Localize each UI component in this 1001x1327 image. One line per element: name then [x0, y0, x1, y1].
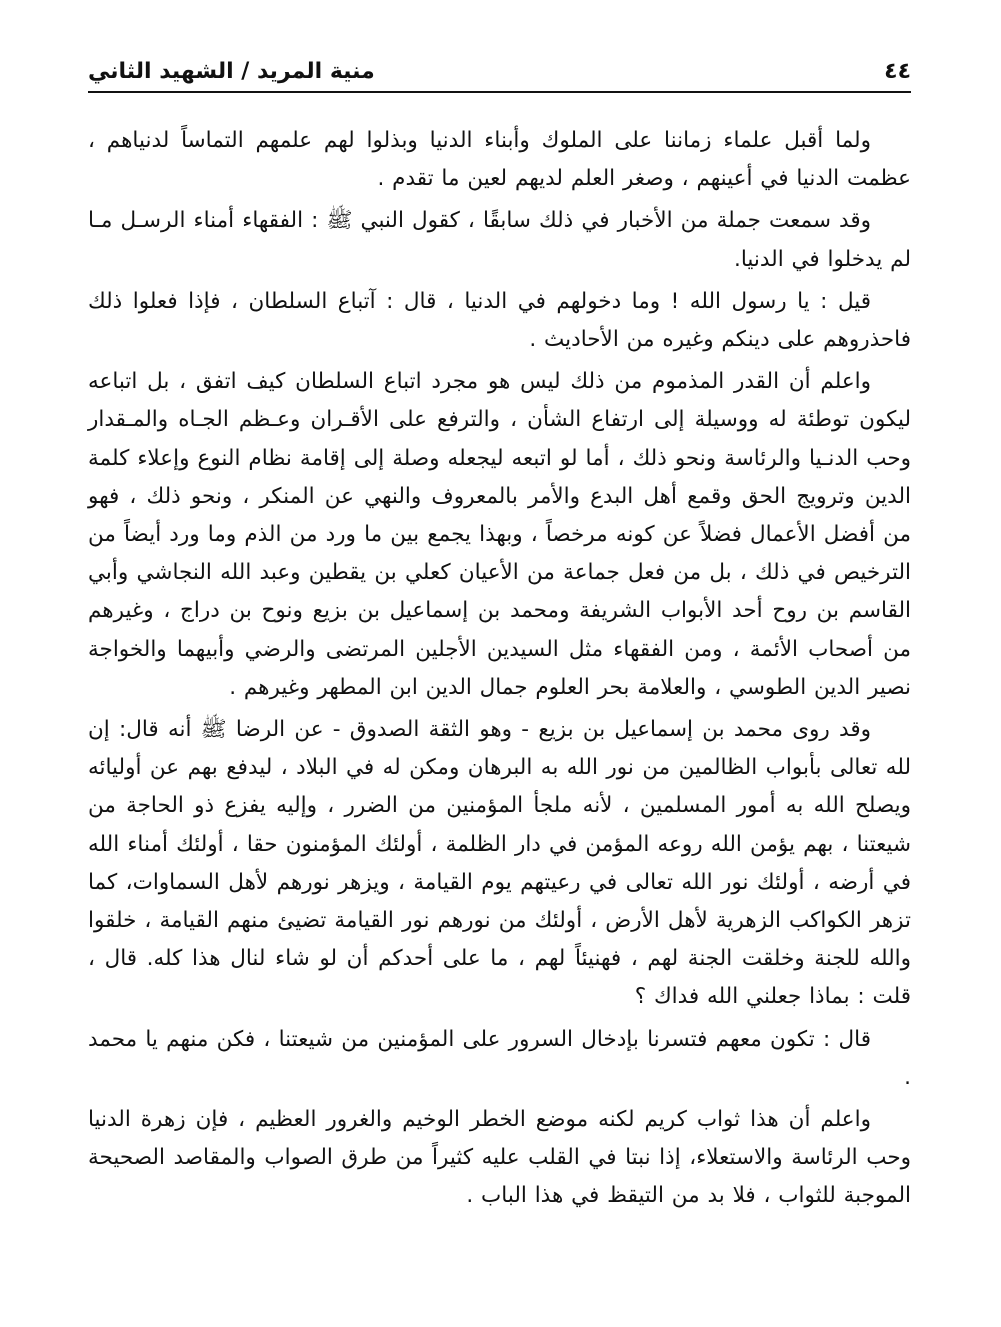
paragraph-4: واعلم أن القدر المذموم من ذلك ليس هو مجرد اتباع السلطان كيف اتفق ، بل اتباعه ليكون توطئة له ووسيلة إلى ارتفاع الشأن ، والترفع على الأقـران وعـظم الجـاه والمـقدار وحب الدنـيا والرئاسة ونحو ذلك ، أما لو اتبعه ليجعله وصلة إلى إقامة نظام النوع وإعلاء كلمة الدين وترويج الحق وقمع أهل البدع والأمر بالمعروف والنهي عن المنكر ، ونحو ذلك ، فهو من أفضل الأعمال فضلاً عن كونه مرخصاً ، وبهذا يجمع بين ما ورد من الذم وما ورد أيضاً من الترخيص في ذلك ، بل من فعل جماعة من الأعيان كعلي بن يقطين وعبد الله النجاشي وأبي القاسم بن روح أحد الأبواب الشريفة ومحمد بن إسماعيل بن بزيع ونوح بن دراج ، وغيرهم من أصحاب الأئمة ، ومن الفقهاء مثل السيدين الأجلين المرتضى والرضي وأبيهما والخواجة نصير الدين الطوسي ، والعلامة بحر العلوم جمال الدين ابن المطهر وغيرهم .: [88, 369, 911, 700]
paragraph-3: قيل : يا رسول الله ! وما دخولهم في الدنيا ، قال : آتباع السلطان ، فإذا فعلوا ذلك فاحذروهم على دينكم وغيره من الأحاديث .: [88, 288, 911, 353]
paragraph-5: وقد روى محمد بن إسماعيل بن بزيع - وهو الثقة الصدوق - عن الرضا ﷺ أنه قال: إن لله تعالى بأبواب الظالمين من نور الله به البرهان ومكن له في البلاد ، ليدفع بهم عن أوليائه ويصلح الله به أمور المسلمين ، لأنه ملجأ المؤمنين من الضرر ، وإليه يفزع ذو الحاجة من شيعتنا ، بهم يؤمن الله روعه المؤمن في دار الظلمة ، أولئك المؤمنون حقا ، أولئك أمناء الله في أرضه ، أولئك نور الله تعالى في رعيتهم يوم القيامة ، ويزهر نورهم لأهل السماوات، كما تزهر الكواكب الزهرية لأهل الأرض ، أولئك من نورهم نور القيامة تضيئ منهم القيامة ، خلقوا والله للجنة وخلقت الجنة لهم ، فهنيئاً لهم ، ما على أحدكم أن لو شاء لنال هذا كله. قال ، قلت : بماذا جعلني الله فداك ؟: [88, 717, 911, 1010]
paragraph-1: ولما أقبل علماء زماننا على الملوك وأبناء الدنيا وبذلوا لهم علمهم التماساً لدنياهم ، عظمت الدنيا في أعينهم ، وصغر العلم لديهم لعين ما تقدم .: [88, 128, 911, 192]
running-title: منية المريد / الشهيد الثاني: [88, 59, 375, 84]
paragraph-6: قال : تكون معهم فتسرنا بإدخال السرور على المؤمنين من شيعتنا ، فكن منهم يا محمد .: [88, 1026, 911, 1090]
paragraph-7: واعلم أن هذا ثواب كريم لكنه موضع الخطر الوخيم والغرور العظيم ، فإن زهرة الدنيا وحب الرئاسة والاستعلاء، إذا نبتا في القلب عليه كثيراً من طرق الصواب والمقاصد الصحيحة الموجبة للثواب ، فلا بد من التيقظ في هذا الباب .: [88, 1107, 911, 1209]
page-header: [88, 56, 911, 92]
paragraph-2: وقد سمعت جملة من الأخبار في ذلك سابقًا ، كقول النبي ﷺ : الفقهاء أمناء الرسـل مـا لم يدخلوا في الدنيا.: [88, 208, 911, 272]
body-text: [88, 122, 911, 1220]
header-rule: [88, 91, 911, 93]
page-number: ٤٤: [884, 59, 911, 84]
